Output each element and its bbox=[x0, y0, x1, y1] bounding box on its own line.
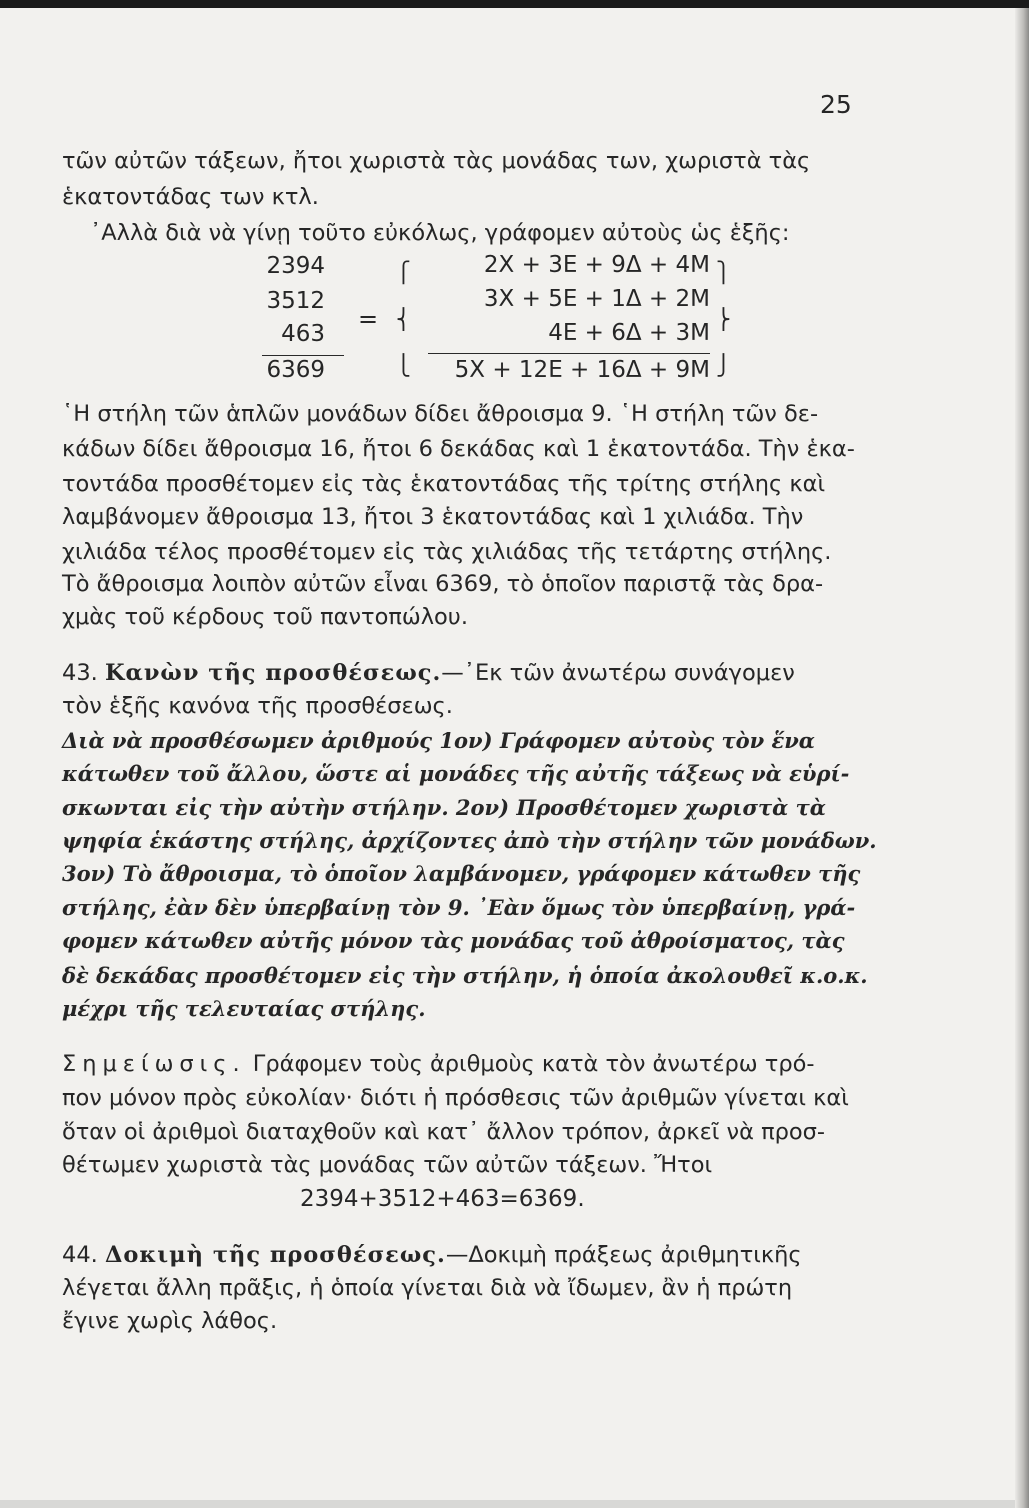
rule-line-7: φομεν κάτωθεν αὐτῆς μόνον τὰς μονάδας τοῦ ἀθροίσματος, τὰς bbox=[62, 928, 845, 953]
left-number-2: 3512 bbox=[266, 288, 325, 314]
note-line-4: θέτωμεν χωριστὰ τὰς μονάδας τῶν αὐτῶν τάξεων. Ἤτοι bbox=[62, 1152, 713, 1178]
left-number-1: 2394 bbox=[266, 253, 325, 279]
rule-line-6: στήλης, ἐὰν δὲν ὑπερβαίνῃ τὸν 9. ᾽Εὰν ὅμως τὸν ὑπερβαίνῃ, γρά- bbox=[62, 895, 856, 920]
rule-line-2: κάτωθεν τοῦ ἄλλου, ὥστε αἱ μονάδες τῆς αὐτῆς τάξεως νὰ εὑρί- bbox=[62, 761, 850, 786]
right-brace-mid: ⎬ bbox=[716, 307, 731, 331]
paragraph-line-5: χιλιάδα τέλος προσθέτομεν εἰς τὰς χιλιάδας τῆς τετάρτης στήλης. bbox=[62, 539, 832, 565]
expanded-row-3: 4Ε + 6Δ + 3Μ bbox=[548, 320, 710, 346]
page-edge-shadow bbox=[1015, 8, 1029, 1508]
left-brace-mid: ⎨ bbox=[396, 307, 411, 331]
rule-line-3: σκωνται εἰς τὴν αὐτὴν στήλην. 2ον) Προσθέτομεν χωριστὰ τὰ bbox=[62, 795, 826, 820]
note-intro: Γράφομεν τοὺς ἀριθμοὺς κατὰ τὸν ἀνωτέρω τρό- bbox=[252, 1051, 815, 1077]
page-number: 25 bbox=[820, 90, 852, 119]
expanded-row-1: 2Χ + 3Ε + 9Δ + 4Μ bbox=[483, 252, 710, 278]
expanded-sum: 5Χ + 12Ε + 16Δ + 9Μ bbox=[454, 357, 710, 383]
paragraph-line-1: ῾Η στήλη τῶν ἁπλῶν μονάδων δίδει ἄθροισμα 9. ῾Η στήλη τῶν δε- bbox=[62, 401, 819, 427]
section-44-title: Δοκιμὴ τῆς προσθέσεως. bbox=[104, 1242, 446, 1268]
left-sum-rule bbox=[262, 355, 344, 356]
paragraph-line-6: Τὸ ἄθροισμα λοιπὸν αὐτῶν εἶναι 6369, τὸ ὁποῖον παριστᾷ τὰς δρα- bbox=[62, 571, 824, 597]
left-brace-top: ⎧ bbox=[396, 260, 411, 284]
rule-line-1: Διὰ νὰ προσθέσωμεν ἀριθμούς 1ον) Γράφομεν αὐτοὺς τὸν ἕνα bbox=[62, 728, 815, 753]
rule-line-8: δὲ δεκάδας προσθέτομεν εἰς τὴν στήλην, ἡ ὁποία ἀκολουθεῖ κ.ο.κ. bbox=[62, 963, 868, 988]
right-sum-rule bbox=[428, 353, 710, 354]
section-44-heading-line bbox=[62, 1242, 802, 1268]
equals-sign: = bbox=[358, 305, 379, 333]
left-number-3: 463 bbox=[281, 321, 325, 347]
section-44-line-3: ἔγινε χωρὶς λάθος. bbox=[62, 1308, 278, 1334]
expanded-row-2: 3Χ + 5Ε + 1Δ + 2Μ bbox=[483, 286, 710, 312]
note-formula: 2394+3512+463=6369. bbox=[300, 1186, 585, 1212]
note-line-3: ὅταν οἱ ἀριθμοὶ διαταχθοῦν καὶ κατ᾽ ἄλλον τρόπον, ἀρκεῖ νὰ προσ- bbox=[62, 1119, 826, 1145]
right-brace-top: ⎫ bbox=[716, 260, 731, 284]
note-line-1 bbox=[62, 1051, 814, 1077]
section-44-number: 44. bbox=[62, 1242, 98, 1268]
intro-line-1: τῶν αὐτῶν τάξεων, ἤτοι χωριστὰ τὰς μονάδας των, χωριστὰ τὰς bbox=[62, 148, 811, 174]
note-label: Σημείωσις. bbox=[62, 1051, 246, 1077]
paragraph-line-2: κάδων δίδει ἄθροισμα 16, ἤτοι 6 δεκάδας καὶ 1 ἑκατοντάδα. Τὴν ἑκα- bbox=[62, 436, 855, 462]
left-brace-bottom: ⎩ bbox=[396, 353, 411, 377]
right-brace-bottom: ⎭ bbox=[716, 353, 731, 377]
section-43-intro: —᾽Εκ τῶν ἀνωτέρω συνάγομεν bbox=[441, 660, 795, 686]
section-44-intro: —Δοκιμὴ πράξεως ἀριθμητικῆς bbox=[445, 1242, 802, 1268]
left-sum: 6369 bbox=[266, 357, 325, 383]
intro-line-2: ἑκατοντάδας των κτλ. bbox=[62, 184, 319, 210]
section-43-heading-line bbox=[62, 660, 795, 686]
paragraph-line-3: τοντάδα προσθέτομεν εἰς τὰς ἑκατοντάδας τῆς τρίτης στήλης καὶ bbox=[62, 471, 826, 497]
intro-line-3: ᾽Αλλὰ διὰ νὰ γίνῃ τοῦτο εὐκόλως, γράφομεν αὐτοὺς ὡς ἑξῆς: bbox=[90, 220, 790, 246]
paragraph-line-7: χμὰς τοῦ κέρδους τοῦ παντοπώλου. bbox=[62, 604, 468, 630]
section-43-line-2: τὸν ἑξῆς κανόνα τῆς προσθέσεως. bbox=[62, 693, 453, 719]
rule-line-4: ψηφία ἑκάστης στήλης, ἀρχίζοντες ἀπὸ τὴν στήλην τῶν μονάδων. bbox=[62, 828, 877, 853]
rule-line-9: μέχρι τῆς τελευταίας στήλης. bbox=[62, 996, 426, 1021]
note-line-2: πον μόνον πρὸς εὐκολίαν· διότι ἡ πρόσθεσις τῶν ἀριθμῶν γίνεται καὶ bbox=[62, 1085, 849, 1111]
section-43-number: 43. bbox=[62, 660, 98, 686]
section-44-line-2: λέγεται ἄλλη πρᾶξις, ἡ ὁποία γίνεται διὰ νὰ ἴδωμεν, ἂν ἡ πρώτη bbox=[62, 1275, 793, 1301]
section-43-title: Κανὼν τῆς προσθέσεως. bbox=[104, 660, 442, 686]
rule-line-5: 3ον) Τὸ ἄθροισμα, τὸ ὁποῖον λαμβάνομεν, γράφομεν κάτωθεν τῆς bbox=[62, 861, 861, 886]
paragraph-line-4: λαμβάνομεν ἄθροισμα 13, ἤτοι 3 ἑκατοντάδας καὶ 1 χιλιάδα. Τὴν bbox=[62, 504, 804, 530]
